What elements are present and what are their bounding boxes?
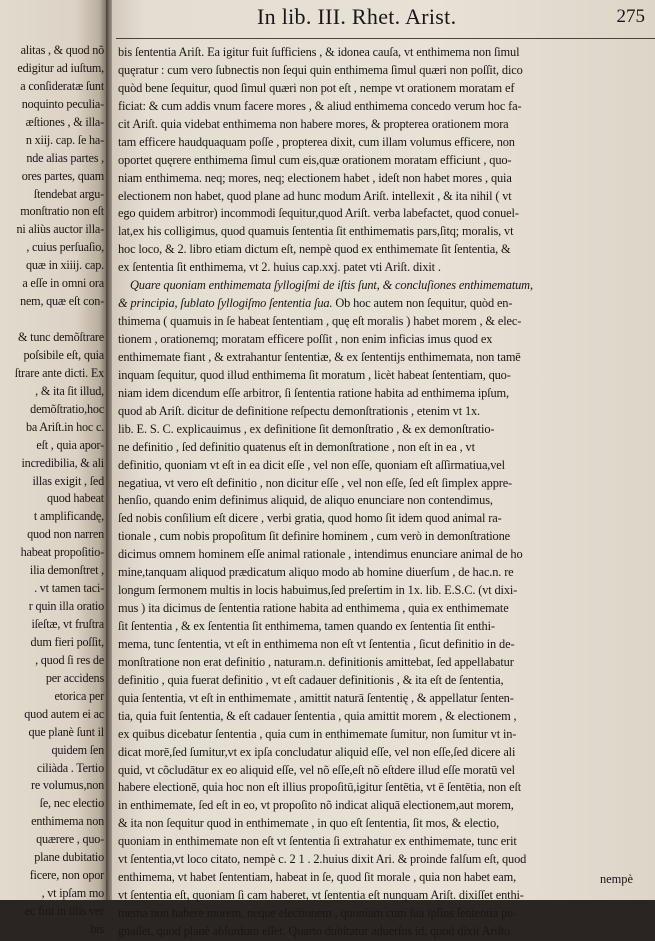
body-line: quid, vt cõcludātur ex eo aliquid eſſe, vel nõ eſſe,eſt nõ eſtdere illud eſſe moratū vel — [118, 762, 515, 777]
left-column-line: , vt ipſam mo — [41, 886, 104, 901]
body-line: quod ab Ariſt. dicitur de definitione reſpectu demonſtrationis , etenim vt 1x. — [118, 403, 480, 418]
left-column-line: r quin illa oratio — [28, 599, 104, 614]
left-column-line: monſtratio non eſt — [20, 204, 104, 219]
body-line: vt ſententia eſt, quoniam ſi cam haberet, vt ſententia eſt nunquam Ariſt. dixiſſet enthi- — [118, 888, 524, 903]
left-column-line: nde alias partes , — [26, 150, 104, 165]
body-line: bis ſententia Ariſt. Ea igitur fuit ſufficiens , & idonea cauſa, vt enthimema non ſimul — [118, 45, 520, 59]
left-column-line: ni aliùs auctor illa- — [16, 222, 104, 237]
body-line: tia, quia fuit ſententia, & eſt cadauer ſententia , quia amittit morem , & electionem , — [118, 708, 517, 723]
left-column-line: . vt tamen taci- — [34, 581, 104, 596]
left-column-line: a conſideratæ ſunt — [20, 78, 104, 93]
body-line: ſit ſententia , & ex ſententia ſit enthimema, tamen quando ex ſententia ſit enthi- — [118, 619, 495, 633]
left-column-line: per accidens — [45, 670, 104, 685]
body-line: & ita non ſequitur quod in enthimemate , in quo eſt ſententia, ſit mos, & electio, — [118, 816, 500, 831]
left-column-line: dum fieri poſſit, — [30, 634, 104, 649]
body-line: ſed nobis conſilium eſt dicere , verbi gratia, quod homo ſit idem quod animal ra- — [118, 511, 502, 526]
body-line: quòd bene ſequitur, quod ſimul quæri non pot eſt , nempe vt orationem moratam ef — [118, 80, 515, 95]
body-line: tionale , cum nobis propoſitum ſit definire hominem , cum verò in demonſtratione — [118, 529, 510, 544]
left-column-line: a eſſe in omni ora — [22, 276, 104, 291]
body-line: mema non habere morem, neque electionem , quoniam cum ſua ipſius ſententia pu- — [118, 906, 518, 920]
body-line: in enthimemate, ſed eſt in eo, vt propoſito nõ indicat aliquā electionem,aut morem, — [118, 798, 514, 813]
page-header — [112, 4, 655, 32]
left-column-line: demõſtratio,hoc — [30, 401, 104, 416]
left-column-line: incredibilia, & ali — [21, 455, 104, 470]
body-line: monſtratione non erat definitio , naturam.n. definitionis amittebat, ſed appellabatur — [118, 654, 514, 669]
body-line: enthimema, vt habet ſententiam, habeat in ſe, quod ſit morale , quia non habet eam, — [118, 870, 517, 885]
body-line: vt ſententia,vt loco citato, nempè c. 2 1 . 2.huius dixit Ari. & proinde falſum eſt, quod — [118, 852, 527, 867]
left-column-line: ficere, non opor — [29, 868, 104, 883]
body-line: cit Ariſt. quia videbat enthimema non habere mores, & propterea orationem mora — [118, 116, 509, 131]
catchword: nempè — [599, 872, 633, 886]
body-line: lib. E. S. C. explicauimus , ex definitione ſit demonſtratio , & ex demonſtratio- — [118, 421, 495, 436]
left-column-line: ilia demonſtret , — [29, 563, 104, 578]
header-rule — [116, 38, 655, 39]
left-column-line: alitas , & quod nõ — [20, 43, 104, 57]
body-line: & principia, ſublato ſyllogiſmo ſententia ſua. Ob hoc autem non ſequitur, quòd en- — [118, 296, 513, 311]
body-line: lat,ex his colligimus, quod quamuis ſententia ſit enthimematis pars,ſitq; moralis, vt — [118, 224, 514, 239]
left-column-line: ciliàda . Tertio — [36, 760, 104, 775]
left-page — [0, 0, 108, 936]
body-line: mine,tanquam aliquod prædicatum aliquo modo ab homine diuerſum , de hac.n. re — [118, 565, 514, 580]
body-line: niam enthimema. neq; mores, neq; electionem habet , ideſt non habet mores , quia — [118, 170, 512, 185]
body-line: negatiua, vt vero eſt definitio , non dicitur eſſe , vel non eſſe, ſed eſt ſimplex appre- — [118, 475, 513, 490]
left-column-line: quod non narren — [27, 527, 104, 542]
left-column-line: bis — [90, 921, 104, 936]
left-column-line: æſtiones , & illa- — [25, 114, 104, 129]
left-column-line: ſe, nec electio — [39, 796, 104, 811]
left-column-text — [0, 42, 104, 939]
left-column-line: quæ in xiiij. cap. — [26, 258, 104, 273]
left-column-line: & tunc demõſtrare — [18, 330, 104, 344]
body-line: ex quibus dicebatur ſententia , quia cum in enthimemate ſumitur, non ſumitur vt in- — [118, 726, 517, 741]
left-column-line: noquinto peculia- — [21, 96, 104, 111]
left-column-line: ba Ariſt.in hoc c. — [26, 419, 104, 434]
left-column-line: eſt , quia apor- — [36, 437, 104, 452]
left-column-line: quod habeat — [46, 491, 104, 506]
body-line: hoc loco, & 2. libro etiam dictum eſt, nempè quod ex enthimemate ſit ſententia, & — [118, 242, 511, 257]
body-line: oportet quęrere enthimema ſimul cum eis,quæ orationem moratam efficiunt , quo- — [118, 152, 512, 167]
body-line: quęratur : cum vero ſubnectis non ſequi quin enthimema ſimul quæri non poſſit, dico — [118, 62, 523, 77]
body-line: quoniam in enthimemate non eſt vt ſententia ſi extrahatur ex enthimemate, tunc erit — [118, 834, 517, 849]
left-column-line: ſtendebat argu- — [33, 186, 104, 201]
left-column-line: edigitur ad iuſtum, — [17, 60, 104, 75]
body-line: electionem non habet, quod plane ad hunc modum Ariſt. intellexit , & ita nihil ( vt — [118, 188, 512, 203]
left-column-line: ſtrare ante dicti. Ex — [14, 365, 104, 380]
body-line: quia ſententia, vt eſt in enthimemate , amittit naturā ſententię , & appellatur ſenten- — [118, 690, 514, 705]
body-line: ficiat: & cum addis vnum facere mores , & aliud enthimema concedo verum hoc fa- — [118, 98, 522, 113]
running-head: In lib. III. Rhet. Arist. — [257, 4, 457, 29]
body-line: habere electionē, quia hoc non eſt illius propoſitū,igitur ſentētia, vt ē ſentētia, non eſt — [118, 780, 522, 795]
left-column-line: plane dubitatio — [34, 850, 104, 865]
body-line: Quare quoniam enthimemata ſyllogiſmi de iſtis ſunt, & concluſiones enthimematum, — [130, 278, 533, 293]
body-line: mema, tunc ſententia, vt eſt in enthimema non eſt vt ſententia , ſicut definitio in de- — [118, 636, 515, 651]
left-column-line: , quod ſi res de — [35, 652, 104, 667]
body-line: mus ) ita dicimus de ſententia ratione habita ad enthimema , quia ex enthimemate — [118, 601, 509, 616]
body-text — [118, 44, 646, 941]
body-line: ne definitio , ſed definitio quatenus eſt in demonſtratione , non eſt in ea , vt — [118, 439, 475, 454]
left-column-line: quærere , quo- — [36, 832, 104, 847]
left-column-line: ores partes, quam — [21, 168, 104, 183]
right-page — [112, 0, 655, 938]
body-line: niam idem dicendum eſſe arbitror, ſi ſententia ratione habita ad enthimema ipſum, — [118, 385, 509, 400]
left-column-line: quod autem ei ac — [24, 706, 104, 721]
left-column-line: habeat propoſitio- — [20, 545, 104, 560]
left-column-line: re volumus,non — [30, 778, 104, 793]
left-column-line: enthimema non — [31, 814, 104, 829]
body-line: definitio , quia fuerat definitio , vt eſt cadauer definitionis , & ita eſt de ſententia, — [118, 672, 504, 687]
left-column-line: t amplificandę, — [33, 509, 104, 524]
left-column-line: illas exigit , ſed — [32, 473, 104, 488]
left-column-line: n xiij. cap. ſe ha- — [25, 132, 104, 147]
body-line: dicat morē,ſed ſumitur,vt ex ipſa concludatur aliquid eſſe, vel non eſſe,ſed dicere ali — [118, 744, 516, 759]
body-line: definitio, quoniam vt eſt in ea dicit eſſe , vel non eſſe, quoniam eſt aſſirmatiua,vel — [118, 457, 505, 472]
body-line: ego quidem arbitror) incommodi ſequitur,quod Ariſt. verba labefactet, quod conuel- — [118, 206, 519, 221]
left-column-line: que planè ſunt il — [28, 724, 104, 739]
left-column-line — [0, 311, 104, 329]
body-line: thimema ( quamuis in ſe habeat ſententiam , quę eſt moralis ) habet morem , & elec- — [118, 314, 522, 329]
body-line: enthimemate fiant , & extrahantur ſententiæ, & ex ſententijs enthimemata, non tamē — [118, 349, 521, 364]
left-column-line: etorica per — [54, 688, 104, 703]
body-line: henſio, quando enim definimus aliquid, de aliquo enunciare non contendimus, — [118, 493, 493, 508]
body-line: longum ſermonem multis in locis habuimus,ſed preſertim in 1x. lib. E.S.C. (vt dixi- — [118, 583, 518, 598]
body-line: ex ſententia ſit enthimema, vt 2. huius cap.xxj. patet vti Ariſt. dixit . — [118, 260, 441, 275]
body-line: gnaſſet, quod planè abſurdum eſſet. Quarto dubitatur aduerſus id, quod dixit Ariſto. — [118, 923, 514, 938]
left-column-line: iſeſtæ, vt fruſtra — [31, 617, 104, 631]
left-column-line: quidem ſen — [51, 742, 104, 757]
body-line: tionem , orationemq; moratam efficere poſſit , non enim inficias imus quod ex — [118, 332, 493, 346]
page-number: 275 — [616, 6, 645, 27]
left-column-line: poſsibile eſt, quia — [23, 347, 104, 362]
body-line: dicimus omnem hominem eſſe animal rationale , intendimus enunciare animal de ho — [118, 547, 523, 562]
body-line: inquam ſequitur, quod illud enthimema ſit moratum , licèt habeat ſententiam, quo- — [118, 367, 511, 382]
left-column-line: ec fuit in illis ver — [24, 904, 104, 918]
left-column-line: , cuius perſuaſio, — [26, 240, 104, 255]
body-line: tam efficere haudquaquam poſſe , propterea dixit, cum illam volumus efficere, non — [118, 134, 515, 149]
left-column-line: nem, quæ eſt con- — [20, 294, 104, 309]
left-column-line: , & ita ſit illud, — [35, 383, 104, 398]
